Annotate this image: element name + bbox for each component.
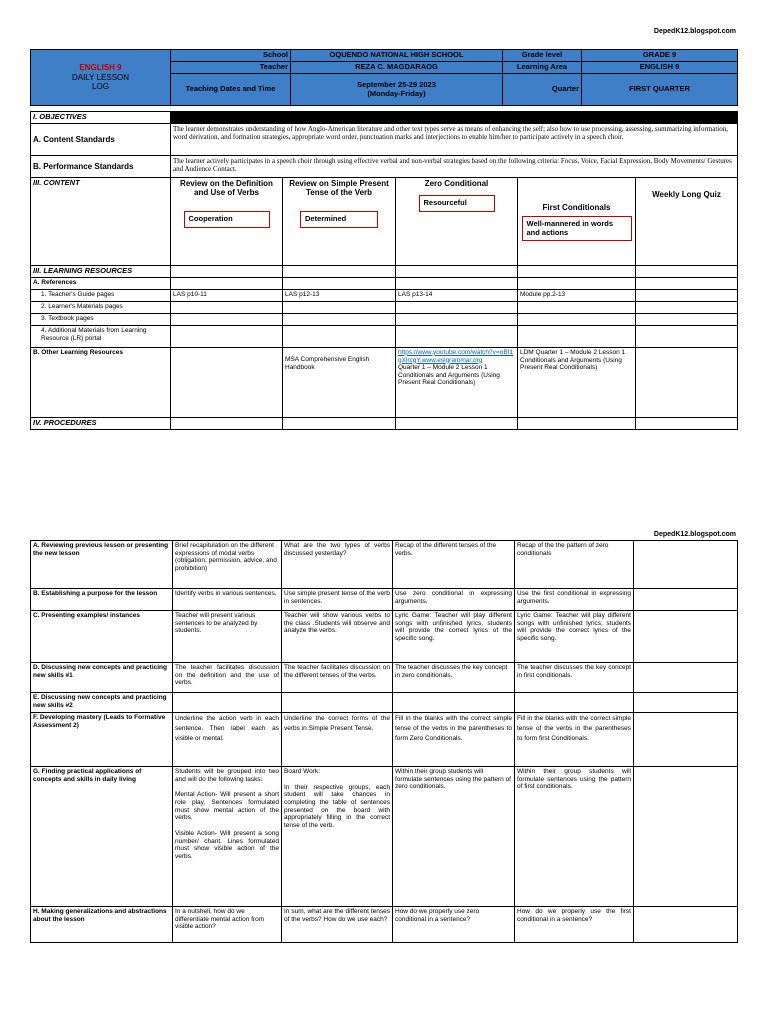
proc-b-day-1: Identify verbs in various sentences. (173, 589, 282, 611)
proc-c-day-5 (634, 611, 738, 663)
site-watermark: DepedK12.blogspot.com (653, 28, 736, 35)
tg-day-2: LAS p12-13 (283, 289, 396, 301)
proc-g-day-4: Within their group students will formulate sentences using the pattern of first conditionals. (515, 767, 634, 907)
additional-materials-label: 4. Additional Materials from Learning Resource (LR) portal (31, 325, 171, 347)
other-resources-day-4: LDM Quarter 1 – Module 2 Lesson 1 Conditionals and Arguments (Using Present Real Conditionals) (518, 347, 636, 417)
grade-label: Grade level (503, 50, 582, 62)
content-day-4 (518, 177, 636, 265)
tg-day-1: LAS p10-11 (171, 289, 283, 301)
teacher-value: REZA C. MAGDARAOG (291, 62, 503, 74)
proc-h-day-2: In sum, what are the different tenses of the verbs? How do we use each? (282, 907, 393, 943)
content-standards-text: The learner demonstrates understanding of how Anglo-American literature and other text types serve as means of enhancing the self; also how to use processing, assessing, summarizing information, word derivation, and formation strategies, appropriate word order, punctuation marks and interjections to enable him/her to participate actively in a speech choir. (171, 123, 738, 155)
procedures-table (30, 540, 738, 943)
procedures-title: IV. PROCEDURES (31, 417, 171, 429)
area-label: Learning Area (503, 62, 582, 74)
proc-d-label: D. Discussing new concepts and practicing new skills #1 (31, 663, 173, 693)
log-line-2: LOG (92, 82, 109, 92)
content-day-5-topic: Weekly Long Quiz (652, 189, 721, 199)
proc-g-label: G. Finding practical applications of concepts and skills in daily living (31, 767, 173, 907)
youtube-link[interactable]: https://www.youtube.com/watch?v=oBf1gXlrcgY,www.eslgrammar.org (398, 348, 514, 364)
site-watermark: DepedK12.blogspot.com (653, 531, 736, 538)
header-table (30, 49, 738, 106)
dates-value (291, 74, 503, 106)
tg-day-4: Module pp.2-13 (518, 289, 636, 301)
proc-d-day-5 (634, 663, 738, 693)
proc-a-day-3: Recap of the different tenses of the verbs. (393, 541, 515, 589)
content-day-2-topic: Review on Simple Present Tense of the Verb (289, 178, 389, 198)
proc-h-day-3: How do we properly use zero conditional in a sentence? (393, 907, 515, 943)
proc-a-day-2: What are the two types of verbs discussed yesterday? (282, 541, 393, 589)
content-standards-label: A. Content Standards (31, 123, 171, 155)
quarter-value: FIRST QUARTER (582, 74, 738, 106)
proc-h-day-4: How do we properly use the first conditional in a sentence? (515, 907, 634, 943)
proc-d-day-1: The teacher facilitates discussion on the definition and the use of verbs. (173, 663, 282, 693)
other-resources-day-3-text: Quarter 1 – Module 2 Lesson 1 Conditionals and Arguments (Using Present Real Conditionals) (398, 364, 500, 387)
grade-value: GRADE 9 (582, 50, 738, 62)
proc-b-day-5 (634, 589, 738, 611)
other-resources-day-3 (396, 347, 518, 417)
dates-label: Teaching Dates and Time (171, 74, 291, 106)
proc-h-day-1: In a nutshell, how do we differentiate mental action from visible action? (173, 907, 282, 943)
proc-a-day-5 (634, 541, 738, 589)
proc-b-day-4: Use the first conditional in expressing arguments. (515, 589, 634, 611)
content-day-5 (636, 177, 738, 265)
dll-page-2 (30, 540, 737, 943)
proc-f-day-2: Underline the correct forms of the verbs in Simple Present Tense. (282, 713, 393, 767)
tg-day-3: LAS p13-14 (396, 289, 518, 301)
value-badge: Determined (300, 211, 378, 228)
tg-day-5 (636, 289, 738, 301)
subject-title: ENGLISH 9 (79, 63, 122, 73)
proc-d-day-2: The teacher facilitates discussion on the different tenses of the verbs. (282, 663, 393, 693)
content-day-3-topic: Zero Conditional (424, 178, 489, 188)
tg-label: 1. Teacher's Guide pages (31, 289, 171, 301)
proc-a-day-4: Recap of the the pattern of zero conditionals (515, 541, 634, 589)
references-label: A. References (31, 277, 171, 289)
content-label: III. CONTENT (31, 177, 171, 265)
proc-f-day-5 (634, 713, 738, 767)
proc-g-day-1-visible: Visible Action- Will present a song number/ chant. Lines formulated must show visible action of the verbs. (175, 829, 279, 860)
dll-page-1 (30, 49, 737, 430)
content-day-2 (283, 177, 396, 265)
proc-d-day-3: The teacher discusses the key concept in zero conditionals. (393, 663, 515, 693)
proc-g-day-1-intro: Students will be grouped into two and will do the following tasks: (175, 768, 279, 783)
proc-c-day-1: Teacher will present various sentences to be analyzed by students. (173, 611, 282, 663)
performance-standards-label: B. Performance Standards (31, 155, 171, 177)
dates-range: September 25-29 2023 (357, 79, 436, 89)
proc-h-day-5 (634, 907, 738, 943)
objectives-title: I. OBJECTIVES (31, 112, 171, 124)
dates-days: (Monday-Friday) (367, 88, 426, 98)
proc-b-label: B. Establishing a purpose for the lesson (31, 589, 173, 611)
proc-d-day-4: The teacher discusses the key concept in first conditionals. (515, 663, 634, 693)
other-resources-day-2: MSA Comprehensive English Handbook (283, 347, 396, 417)
content-day-4-topic: First Conditionals (542, 203, 611, 213)
resources-title: III. LEARNING RESOURCES (31, 265, 171, 277)
proc-a-label: A. Reviewing previous lesson or presenting the new lesson (31, 541, 173, 589)
proc-g-day-1 (173, 767, 282, 907)
other-resources-label: B. Other Learning Resources (31, 347, 171, 417)
value-badge: Well-mannered in words and actions (522, 216, 632, 242)
proc-c-day-3: Lyric Game: Teacher will play different songs with unfinished lyrics, students will provide the correct lyrics of the specific song. (393, 611, 515, 663)
log-title (31, 50, 171, 106)
proc-f-day-4: Fill in the blanks with the correct simple tense of the verbs in the parentheses to form first Conditionals. (515, 713, 634, 767)
proc-g-day-1-mental: Mental Action- Will present a short role play. Sentences formulated must show mental action of the verbs. (175, 791, 279, 822)
textbook-label: 3. Textbook pages (31, 313, 171, 325)
performance-standards-text: The learner actively participates in a speech choir through using effective verbal and non-verbal strategies based on the following criteria: Focus, Voice, Facial Expression, Body Movements/ Gestures and Audience Contact. (171, 155, 738, 177)
proc-c-day-2: Teacher will show various verbs to the class .Students will observe and analyze the verbs. (282, 611, 393, 663)
proc-g-day-2 (282, 767, 393, 907)
lm-label: 2. Learner's Materials pages (31, 301, 171, 313)
proc-g-day-2-title: Board Work: (284, 768, 321, 775)
value-badge: Resourceful (419, 195, 495, 212)
proc-f-label: F. Developing mastery (Leads to Formative Assessment 2) (31, 713, 173, 767)
proc-e-label: E. Discussing new concepts and practicing new skills #2 (31, 693, 173, 713)
proc-a-day-1: Brief recapitulation on the different expressions of modal verbs (obligation, permission, advice, and prohibition) (173, 541, 282, 589)
teacher-label: Teacher (171, 62, 291, 74)
proc-b-day-2: Use simple present tense of the verb in sentences. (282, 589, 393, 611)
proc-g-day-2-text: In their respective groups, each student will take chances in completing the table of sentences presented on the board with appropriately filling in the correct tense of the verb. (284, 783, 390, 829)
content-day-1-topic: Review on the Definition and Use of Verbs (180, 178, 273, 198)
objectives-bar (171, 112, 738, 124)
content-day-3 (396, 177, 518, 265)
proc-h-label: H. Making generalizations and abstractions about the lesson (31, 907, 173, 943)
proc-f-day-3: Fill in the blanks with the correct simple tense of the verbs in the parentheses to form Zero Conditionals. (393, 713, 515, 767)
proc-b-day-3: Use zero conditional in expressing arguments. (393, 589, 515, 611)
area-value: ENGLISH 9 (582, 62, 738, 74)
proc-f-day-1: Underline the action verb in each sentence. Then label each as visible or mental. (173, 713, 282, 767)
objectives-table (30, 111, 738, 430)
school-label: School (171, 50, 291, 62)
proc-c-label: C. Presenting examples/ instances (31, 611, 173, 663)
log-line-1: DAILY LESSON (71, 72, 130, 82)
proc-g-day-3: Within their group students will formulate sentences using the pattern of zero conditionals. (393, 767, 515, 907)
quarter-label: Quarter (503, 74, 582, 106)
proc-c-day-4: Lyric Game: Teacher will play different songs with unfinished lyrics, students will provide the correct lyrics of the specific song. (515, 611, 634, 663)
value-badge: Cooperation (184, 211, 270, 228)
school-value: OQUENDO NATIONAL HIGH SCHOOL (291, 50, 503, 62)
content-day-1 (171, 177, 283, 265)
